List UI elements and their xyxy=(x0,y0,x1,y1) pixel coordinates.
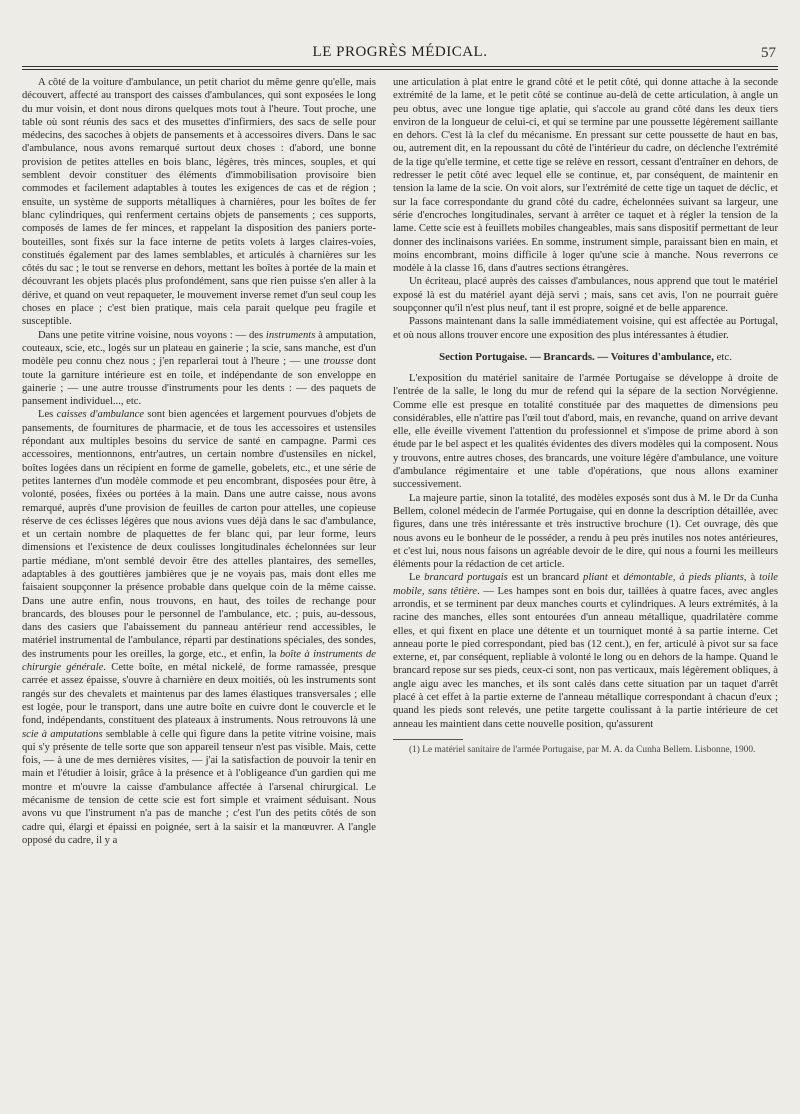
paragraph: Les caisses d'ambulance sont bien agencées et largement pourvues d'objets de pansements, de fournitures de pharmacie, et de tous les accessoires et ustensiles répondant aux multiples besoins du service de santé en campagne. Parmi ces accessoires, mentionnons, entr'autres, un certain nombre d'ustensiles en nickel, boîtes logées dans un récipient en forme de gamelle, gobelets, etc., et une série de petites lanternes d'un modèle commode et peu encombrant, disposées pour être, à volonté, posées, fixées ou portées à la main. Dans une autre caisse, nous avons remarqué, auprès d'une provision de feuilles de carton pour attelles, une copieuse réserve de ces éclisses légères que nous avions vues déjà dans le sac d'ambulance, et un certain nombre de plaquettes de fer blanc qui, par leur forme, leurs dimensions et l'existence de deux coulisses longitudinales échelonnées sur leur partie médiane, m'ont semblé devoir être des attelles plantaires, des semelles, adaptables à des gouttières jambières que je ne voyais pas, mais dont elles me faisaient soupçonner la présence probable dans quelque coin de la même caisse. Dans une autre enfin, nous trouvons, en haut, des toiles de rechange pour brancards, des blouses pour le personnel de l'ambulance, etc. ; puis, au-dessous, dans des casiers que l'abaissement du panneau antérieur rend accessibles, le matériel instrumental de l'ambulance, réparti par destinations spéciales, des sondes, des instruments pour les oreilles, la gorge, etc., et enfin, la boîte à instruments de chirurgie générale. Cette boîte, en métal nickelé, de forme ramassée, presque carrée et assez épaisse, s'ouvre à charnière en deux moitiés, où les instruments sont rangés sur des chevalets et maintenus par des lames élastiques transversales ; elle est logée, pour le transport, dans une autre boîte en cuivre dont le couvercle et le fond, indépendants, constituent des plateaux à instruments. Nous retrouvons là une scie à amputations semblable à celle qui figure dans la petite vitrine voisine, mais qui s'y présente de telle sorte que son appareil tenseur n'est pas visible. Mais, cette fois, — à une de mes dernières visites, — j'ai la satisfaction de pouvoir la tenir en main et l'étudier à loisir, grâce à la présence et à l'obligeance d'un gardien qui me montre et m'ouvre la caisse d'ambulance affectée à l'arsenal chirurgical. Le mécanisme de tension de cette scie est fort simple et vraiment séduisant. Nous avons vu que l'instrument n'a pas de manche ; c'est l'un des petits côtés de son cadre qui, élargi et épaissi en poignée, sert à la saisir et la manœuvrer. A l'angle opposé du cadre, il y a xyxy=(22,409,377,846)
paragraph: Un écriteau, placé auprès des caisses d'ambulances, nous apprend que tout le matériel exposé là est du matériel ayant déjà servi ; mais, sans cet avis, l'on ne pourrait guère soupçonner qu'il n'est plus neuf, tant il est propre, soigné et de belle apparence. xyxy=(393,276,778,315)
paragraph: La majeure partie, sinon la totalité, des modèles exposés sont dus à M. le Dr da Cunha Bellem, colonel médecin de l'armée Portugaise, qui en donne la description détaillée, avec figures, dans une très intéressante et très instructive brochure (1). Cet ouvrage, dès que nous avons eu le bonheur de le posséder, a rendu à peu près inutiles nos notes antérieures, et c'est lui, nous nous faisons un agréable devoir de le dire, qui nous a fourni les meilleurs éléments pour la rédaction de cet article. xyxy=(393,492,778,571)
left-column xyxy=(22,76,376,847)
footnote: (1) Le matériel sanitaire de l'armée Portugaise, par M. A. da Cunha Bellem. Lisbonne, 1900. xyxy=(409,744,756,755)
right-column xyxy=(393,76,778,756)
paragraph: L'exposition du matériel sanitaire de l'armée Portugaise se développe à droite de l'entrée de la salle, le long du mur de refend qui la sépare de la section Norvégienne. Comme elle est presque en totalité constituée par des maquettes de dimensions peu considérables, elle n'attire pas l'œil tout d'abord, mais, en revanche, quand on arrive devant elle, elle éveille vivement l'attention du professionnel et s'impose de prime abord à son étude par le bel aspect et les qualités évidentes des divers modèles qui la composent. Nous y trouvons, entre autres choses, des brancards, une voiture légère d'ambulance, une voiture d'ambulance régimentaire et une table d'opérations, que nous allons examiner successivement. xyxy=(393,372,778,491)
paragraph: A côté de la voiture d'ambulance, un petit chariot du même genre qu'elle, mais découvert, affecté au transport des caisses d'ambulances, qui sont exposées le long du mur voisin, et dont nous dirons quelques mots tout à l'heure. Tout proche, une table où sont réunis des sacs et des musettes d'infirmiers, des sacs de selle pour médecins, des sacoches à objets de pansements et à accessoires divers. Dans le sac d'ambulance, nous avons remarqué surtout deux choses : d'abord, une bonne provision de petites attelles en bois blanc, légères, très minces, souples, et qui semblent devoir constituer des éléments d'immobilisation provisoire bien commodes et facilement adaptables à toutes les exigences de cas et de région ; ensuite, un système de supports métalliques à charnières, pour les boîtes de fer blanc cylindriques, qui renferment certains objets de pansements ; ces supports, composés de lames de fer minces, et rappelant la disposition des paniers porte-bouteilles, sont fixés sur la face interne de petits volets à larges claires-voies, constitués également par des lames semblables, et articulés à charnières sur les côtés du sac ; le tout se renverse en dehors, mettant les boîtes à portée de la main et découvrant les objets placés plus profondément, sans que rien puisse s'en aller à la dérive, et quand on veut repaqueter, le mouvement inverse remet d'un seul coup les choses en place ; c'est bien pratique, mais cela parait quelque peu fragile et susceptible. xyxy=(22,77,376,328)
section-heading: Section Portugaise. — Brancards. — Voitures d'ambulance, etc. xyxy=(439,350,732,363)
page-number: 57 xyxy=(761,45,776,61)
paragraph: Le brancard portugais est un brancard pliant et démontable, à pieds pliants, à toile mobile, sans têtière. — Les hampes sont en bois dur, taillées à quatre faces, avec angles arrondis, et se terminent par deux manches courts et cylindriques. A leurs extrémités, à la racine des manches, elles sont entourées d'un anneau métallique, quadrilatère comme elles, et qui fixent en place une détente et un tourniquet monté à sa partie interne. Cet anneau porte le pied correspondant, pied bas (12 cent.), en fer, articulé à pivot sur sa face externe, et, par conséquent, repliable à volonté le long ou en dehors de la hampe. Quand le brancard repose sur ses pieds, ceux-ci sont, non pas verticaux, mais légèrement obliques, à angle aigu avec les manches, et ils sont calés dans cette situation par un taquet d'arrêt placé à cet effet à la partie externe de l'anneau métallique correspondant à chacun d'eux ; quand les pieds sont relevés, une petite targette coulissant à la partie intérieure de cet anneau les maintient dans cette nouvelle position, qu'assurent xyxy=(393,572,778,730)
journal-title: LE PROGRÈS MÉDICAL. xyxy=(312,44,488,60)
paragraph: une articulation à plat entre le grand côté et le petit côté, qui donne attache à la seconde extrémité de la lame, et le petit côté se continue au-delà de cette articulation, à angle un peu obtus, avec une longue tige aplatie, qui s'accole au grand côté dans les deux tiers environ de la longueur de celui-ci, et qui se termine par une poussette légèrement saillante en dehors. C'est là la clef du mécanisme. En pressant sur cette poussette de haut en bas, ou, autrement dit, en la repoussant du côté de l'intérieur du cadre, on déclenche l'extrémité de la tige qu'elle termine, et cette tige se relève en ressort, cessant d'entraîner en dehors, de redresser le petit côté avec lequel elle se continue, et, par conséquent, de maintenir en tension la lame de la scie. On voit alors, sur l'extrémité de cette tige un taquet de déclic, et sur la face correspondante du grand côté du cadre, échelonnées suivant sa largeur, une série d'encroches longitudinales, servant à arrêter ce taquet et à régler la tension de la lame. Cette scie est à feuillets mobiles changeables, mais sans dispositif permettant de leur donner des inclinaisons variées. En somme, instrument simple, paraissant bien en main, et moins encombrant, moins difficile à loger qu'une scie à manche. Nous reverrons ce modèle à la classe 16, dans d'autres sections étrangères. xyxy=(393,77,778,275)
paragraph: Dans une petite vitrine voisine, nous voyons : — des instruments à amputation, couteaux, scie, etc., logés sur un plateau en gainerie ; la scie, sans manche, est d'un modèle peu connu chez nous ; j'en reparlerai tout à l'heure ; — une trousse dont toute la garniture intérieure est en toile, et indépendante de son enveloppe en gainerie ; — une autre trousse d'instruments pour les dents : — des paquets de pansement individuel..., etc. xyxy=(22,329,377,408)
header-rule-top xyxy=(22,66,778,67)
header-rule-bottom xyxy=(22,69,778,70)
paragraph: Passons maintenant dans la salle immédiatement voisine, qui est affectée au Portugal, et où nous allons trouver encore une exposition des plus intéressantes à étudier. xyxy=(393,316,778,341)
footnote-rule xyxy=(393,739,463,740)
